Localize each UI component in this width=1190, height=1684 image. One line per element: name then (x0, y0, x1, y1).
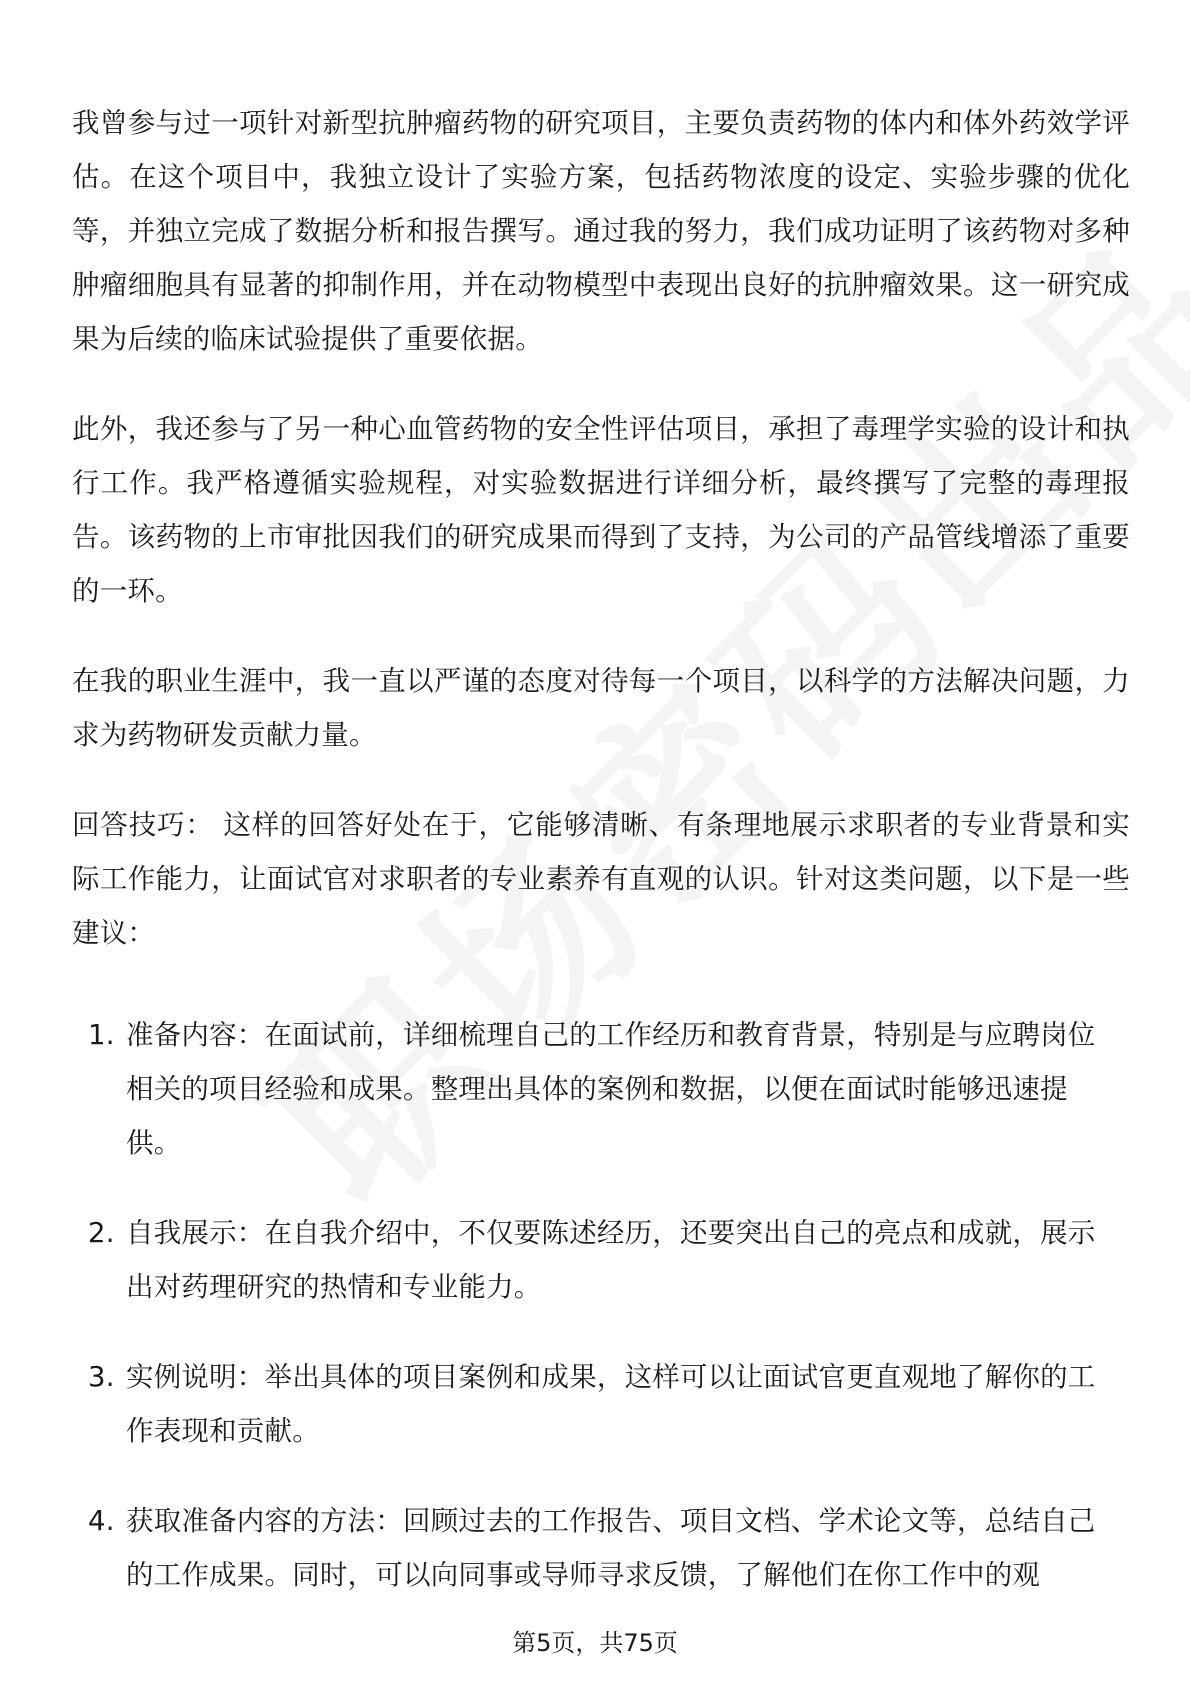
list-item-text: 自我展示：在自我介绍中，不仅要陈述经历，还要突出自己的亮点和成就，展示出对药理研究的热情和专业能力。 (126, 1217, 1096, 1303)
list-item-text: 准备内容：在面试前，详细梳理自己的工作经历和教育背景，特别是与应聘岗位相关的项目经验和成果。整理出具体的案例和数据，以便在面试时能够迅速提供。 (126, 1019, 1096, 1159)
paragraph-answer-tips: 回答技巧： 这样的回答好处在于，它能够清晰、有条理地展示求职者的专业背景和实际工作能力，让面试官对求职者的专业素养有直观的认识。针对这类问题，以下是一些建议： (72, 809, 1130, 949)
list-item (72, 1350, 1130, 1458)
list-item (72, 1494, 1130, 1602)
list-item-text: 实例说明：举出具体的项目案例和成果，这样可以让面试官更直观地了解你的工作表现和贡献。 (126, 1361, 1096, 1447)
list-item-number: 2. (88, 1217, 115, 1249)
paragraph-safety-evaluation: 此外，我还参与了另一种心血管药物的安全性评估项目，承担了毒理学实验的设计和执行工作。我严格遵循实验规程，对实验数据进行详细分析，最终撰写了完整的毒理报告。该药物的上市审批因我们的研究成果而得到了支持，为公司的产品管线增添了重要的一环。 (72, 413, 1130, 607)
list-item-number: 3. (88, 1361, 115, 1393)
suggestion-list (72, 1008, 1130, 1602)
page-number-footer: 第5页，共75页 (512, 1629, 678, 1657)
list-item-number: 1. (88, 1019, 115, 1051)
paragraph-research-project: 我曾参与过一项针对新型抗肿瘤药物的研究项目，主要负责药物的体内和体外药效学评估。在这个项目中，我独立设计了实验方案，包括药物浓度的设定、实验步骤的优化等，并独立完成了数据分析和报告撰写。通过我的努力，我们成功证明了该药物对多种肿瘤细胞具有显著的抑制作用，并在动物模型中表现出良好的抗肿瘤效果。这一研究成果为后续的临床试验提供了重要依据。 (72, 107, 1130, 355)
paragraph-career-attitude: 在我的职业生涯中，我一直以严谨的态度对待每一个项目，以科学的方法解决问题，力求为药物研发贡献力量。 (72, 665, 1130, 751)
list-item (72, 1008, 1130, 1170)
list-item-number: 4. (88, 1505, 115, 1537)
document-body (72, 96, 1130, 1602)
list-item-text: 获取准备内容的方法：回顾过去的工作报告、项目文档、学术论文等，总结自己的工作成果。同时，可以向同事或导师寻求反馈，了解他们在你工作中的观 (126, 1505, 1096, 1591)
list-item (72, 1206, 1130, 1314)
